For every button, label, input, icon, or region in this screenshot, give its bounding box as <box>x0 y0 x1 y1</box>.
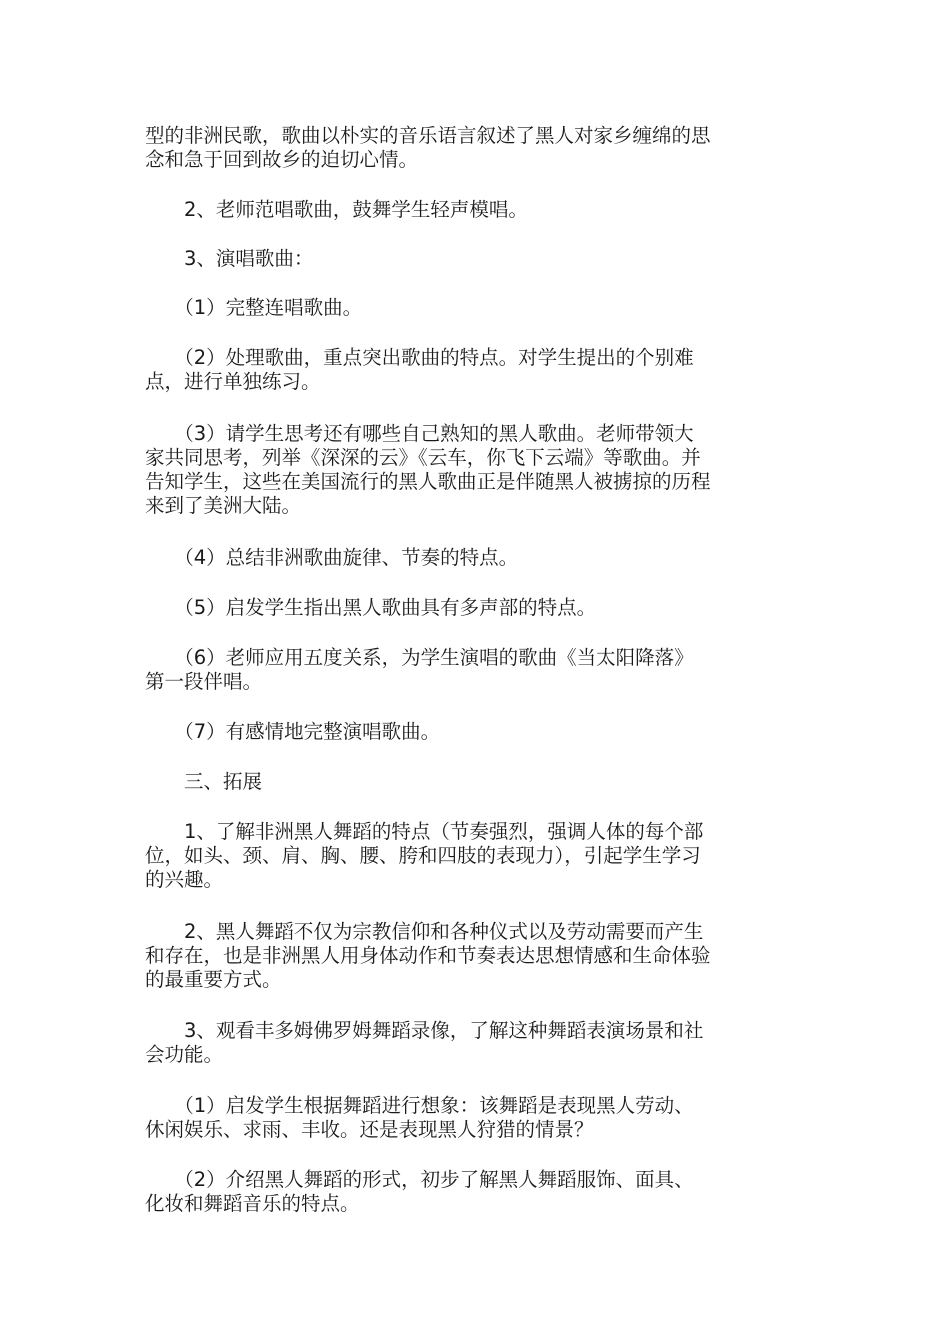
paragraph-14 <box>145 1019 813 1067</box>
text-line: 和存在，也是非洲黑人用身体动作和节奏表达思想情感和生命体验 <box>145 944 711 967</box>
text-line: 1、了解非洲黑人舞蹈的特点（节奏强烈，强调人体的每个部 <box>145 820 704 843</box>
text-line: 化妆和舞蹈音乐的特点。 <box>145 1192 360 1215</box>
text-line: 会功能。 <box>145 1043 224 1066</box>
text-line: （4）总结非洲歌曲旋律、节奏的特点。 <box>145 546 519 569</box>
text-line: （3）请学生思考还有哪些自己熟知的黑人歌曲。老师带领大 <box>145 422 694 445</box>
text-line: 的最重要方式。 <box>145 968 282 991</box>
paragraph-13 <box>145 920 813 992</box>
text-line: 第一段伴唱。 <box>145 670 263 693</box>
text-line: 家共同思考，列举《深深的云》《云车，你飞下云端》等歌曲。并 <box>145 446 701 469</box>
paragraph-3 <box>145 247 813 271</box>
paragraph-2 <box>145 198 813 222</box>
text-line: （2）处理歌曲，重点突出歌曲的特点。对学生提出的个别难 <box>145 346 694 369</box>
paragraph-5 <box>145 346 813 394</box>
text-line: （5）启发学生指出黑人歌曲具有多声部的特点。 <box>145 596 597 619</box>
text-line: 3、演唱歌曲： <box>145 247 314 270</box>
paragraph-9 <box>145 646 813 694</box>
text-line: 2、老师范唱歌曲，鼓舞学生轻声模唱。 <box>145 198 528 221</box>
paragraph-16 <box>145 1168 813 1216</box>
text-line: （7）有感情地完整演唱歌曲。 <box>145 720 441 743</box>
text-line: （1）完整连唱歌曲。 <box>145 296 363 319</box>
text-line: 型的非洲民歌，歌曲以朴实的音乐语言叙述了黑人对家乡缠绵的思 <box>145 124 711 147</box>
text-line: 休闲娱乐、求雨、丰收。还是表现黑人狩猎的情景？ <box>145 1118 594 1141</box>
text-line: 告知学生，这些在美国流行的黑人歌曲正是伴随黑人被掳掠的历程 <box>145 470 711 493</box>
text-line: （2）介绍黑人舞蹈的形式，初步了解黑人舞蹈服饰、面具、 <box>145 1168 694 1191</box>
section-heading: 三、拓展 <box>145 770 263 793</box>
paragraph-8 <box>145 596 813 620</box>
paragraph-11 <box>145 770 813 794</box>
text-line: （6）老师应用五度关系，为学生演唱的歌曲《当太阳降落》 <box>145 646 694 669</box>
text-line: 点，进行单独练习。 <box>145 370 321 393</box>
text-line: 3、观看丰多姆佛罗姆舞蹈录像，了解这种舞蹈表演场景和社 <box>145 1019 704 1042</box>
paragraph-4 <box>145 296 813 320</box>
paragraph-15 <box>145 1094 813 1142</box>
paragraph-10 <box>145 720 813 744</box>
text-line: 念和急于回到故乡的迫切心情。 <box>145 148 419 171</box>
text-line: 来到了美洲大陆。 <box>145 494 302 517</box>
paragraph-1 <box>145 124 813 172</box>
paragraph-6 <box>145 422 813 518</box>
text-line: 2、黑人舞蹈不仅为宗教信仰和各种仪式以及劳动需要而产生 <box>145 920 704 943</box>
text-line: （1）启发学生根据舞蹈进行想象：该舞蹈是表现黑人劳动、 <box>145 1094 694 1117</box>
text-line: 的兴趣。 <box>145 868 224 891</box>
paragraph-12 <box>145 820 813 892</box>
paragraph-7 <box>145 546 813 570</box>
text-line: 位，如头、颈、肩、胸、腰、胯和四肢的表现力），引起学生学习 <box>145 844 701 867</box>
